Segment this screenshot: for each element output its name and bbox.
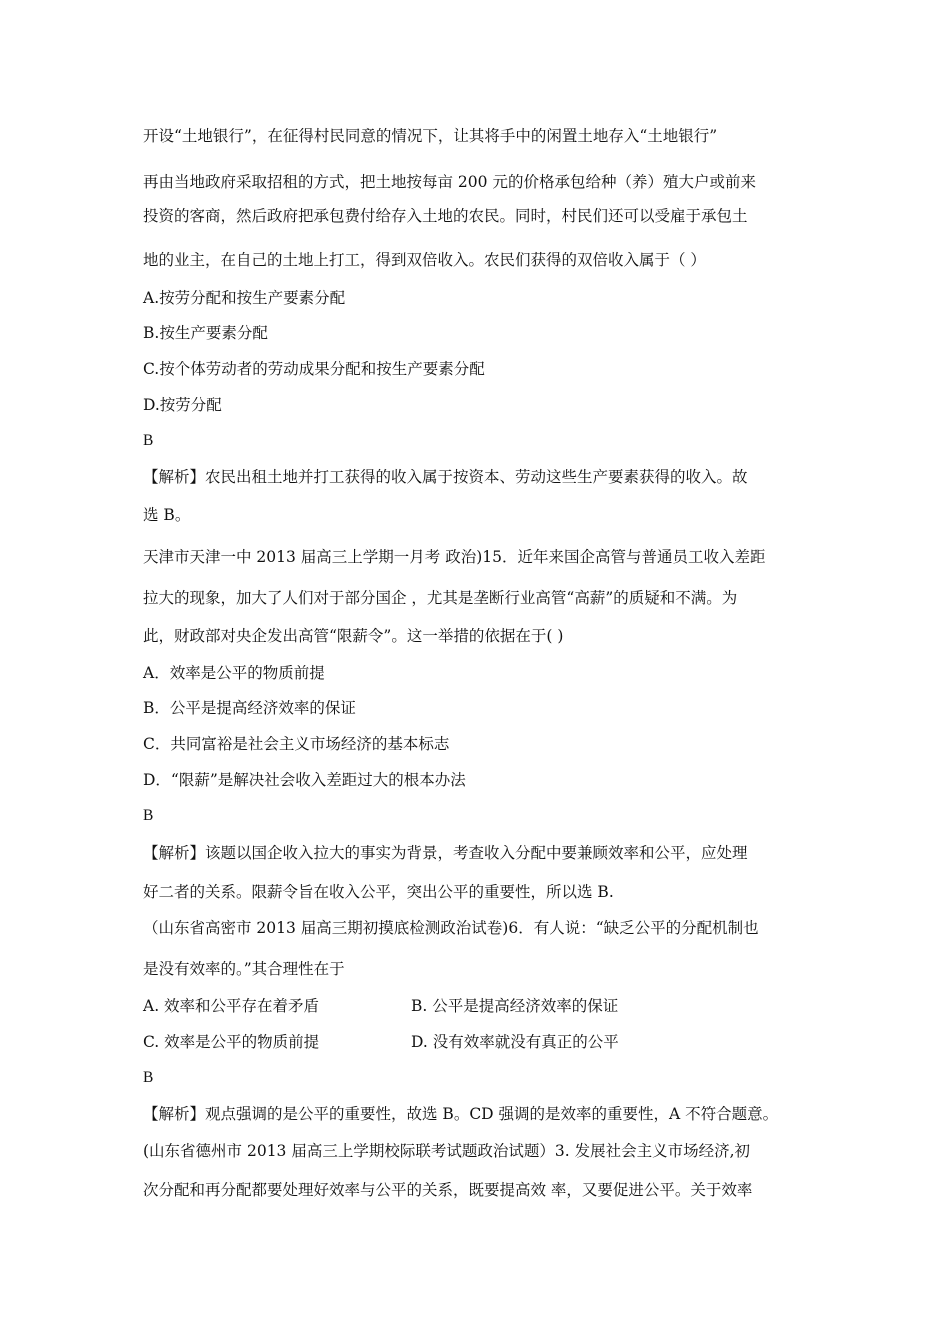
q4-stem-line-2: 次分配和再分配都要处理好效率与公平的关系，既要提高效 率，又要促进公平。关于效率 — [143, 1181, 753, 1199]
q3-option-c: C. 效率是公平的物质前提 — [143, 1033, 320, 1051]
q2-option-d: D．“限薪”是解决社会收入差距过大的根本办法 — [143, 771, 466, 789]
q1-answer: B — [143, 432, 154, 449]
q1-stem-line-1: 开设“土地银行”，在征得村民同意的情况下，让其将手中的闲置土地存入“土地银行” — [143, 127, 718, 145]
q3-analysis-line-1: 【解析】观点强调的是公平的重要性，故选 B。CD 强调的是效率的重要性，A 不符合题意。 — [143, 1105, 779, 1123]
q3-option-a: A. 效率和公平存在着矛盾 — [143, 997, 320, 1015]
q2-stem-line-3: 此，财政部对央企发出高管“限薪令”。这一举措的依据在于( ) — [143, 627, 564, 645]
q2-answer: B — [143, 807, 154, 824]
q1-option-a: A.按劳分配和按生产要素分配 — [143, 289, 346, 307]
q1-stem-line-2: 再由当地政府采取招租的方式，把土地按每亩 200 元的价格承包给种（养）殖大户或前来 — [143, 173, 756, 191]
q1-stem-line-4: 地的业主，在自己的土地上打工，得到双倍收入。农民们获得的双倍收入属于（ ） — [143, 251, 706, 269]
q1-option-c: C.按个体劳动者的劳动成果分配和按生产要素分配 — [143, 360, 485, 378]
q2-stem-line-2: 拉大的现象，加大了人们对于部分国企 ，尤其是垄断行业高管“高薪”的质疑和不满。为 — [143, 589, 738, 607]
q2-analysis-line-1: 【解析】该题以国企收入拉大的事实为背景，考查收入分配中要兼顾效率和公平，应处理 — [143, 844, 748, 862]
q1-option-d: D.按劳分配 — [143, 396, 222, 414]
q3-stem-line-1: （山东省高密市 2013 届高三期初摸底检测政治试卷)6．有人说：“缺乏公平的分配机制也 — [143, 919, 759, 937]
q1-option-b: B.按生产要素分配 — [143, 324, 268, 342]
q1-analysis-line-1: 【解析】农民出租土地并打工获得的收入属于按资本、劳动这些生产要素获得的收入。故 — [143, 468, 748, 486]
q3-option-b: B. 公平是提高经济效率的保证 — [411, 997, 619, 1015]
q3-option-d: D. 没有效率就没有真正的公平 — [411, 1033, 619, 1051]
q2-option-c: C．共同富裕是社会主义市场经济的基本标志 — [143, 735, 450, 753]
q2-stem-line-1: 天津市天津一中 2013 届高三上学期一月考 政治)15．近年来国企高管与普通员工收入差距 — [143, 548, 766, 566]
q3-stem-line-2: 是没有效率的。”其合理性在于 — [143, 960, 345, 978]
q3-answer: B — [143, 1069, 154, 1086]
q1-analysis-line-2: 选 B。 — [143, 506, 191, 524]
q1-stem-line-3: 投资的客商，然后政府把承包费付给存入土地的农民。同时，村民们还可以受雇于承包土 — [143, 207, 748, 225]
q2-option-b: B．公平是提高经济效率的保证 — [143, 699, 356, 717]
q4-stem-line-1: (山东省德州市 2013 届高三上学期校际联考试题政治试题）3. 发展社会主义市场经济,初 — [143, 1142, 750, 1160]
q2-analysis-line-2: 好二者的关系。限薪令旨在收入公平，突出公平的重要性，所以选 B. — [143, 883, 614, 901]
q2-option-a: A．效率是公平的物质前提 — [143, 664, 325, 682]
